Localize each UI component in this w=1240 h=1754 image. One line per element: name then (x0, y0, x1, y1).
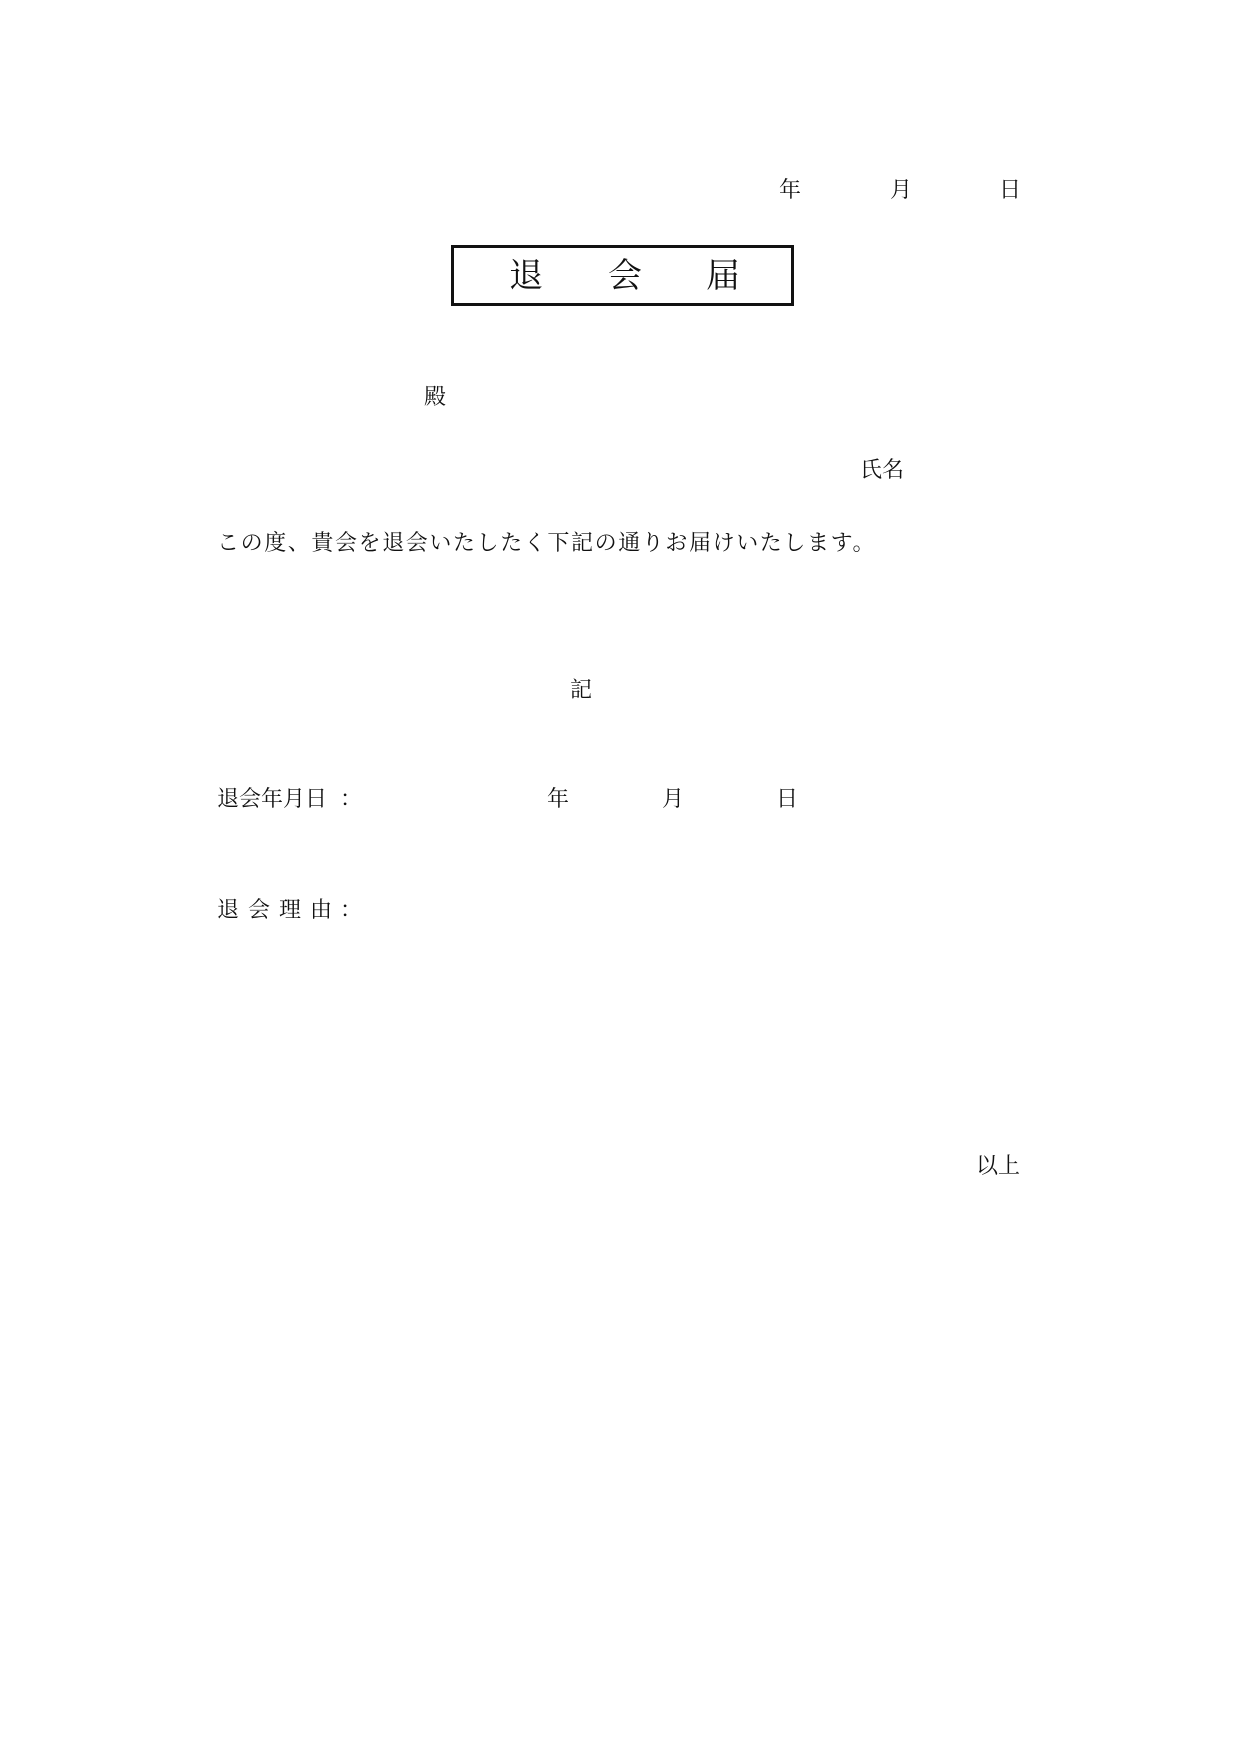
addressee-suffix: 殿 (424, 385, 447, 410)
withdrawal-date-colon: ： (340, 787, 363, 812)
name-label: 氏名 (860, 458, 905, 483)
header-date-year: 年 (779, 178, 802, 203)
title-char-3: 届 (706, 256, 740, 296)
title-char-1: 退 (509, 256, 543, 296)
note-heading: 記 (570, 678, 593, 703)
closing-text: 以上 (976, 1154, 1021, 1179)
withdrawal-reason-colon: ： (340, 898, 363, 923)
header-date-day: 日 (999, 178, 1022, 203)
document-title-box (451, 245, 794, 306)
withdrawal-date-year: 年 (547, 787, 570, 812)
header-date-month: 月 (890, 178, 913, 203)
withdrawal-date-day: 日 (776, 787, 799, 812)
body-text: この度、貴会を退会いたしたく下記の通りお届けいたします。 (217, 531, 877, 556)
title-char-2: 会 (608, 256, 642, 296)
withdrawal-reason-label: 退会理由 (217, 898, 342, 923)
withdrawal-date-label: 退会年月日 (217, 787, 328, 812)
withdrawal-date-month: 月 (662, 787, 685, 812)
